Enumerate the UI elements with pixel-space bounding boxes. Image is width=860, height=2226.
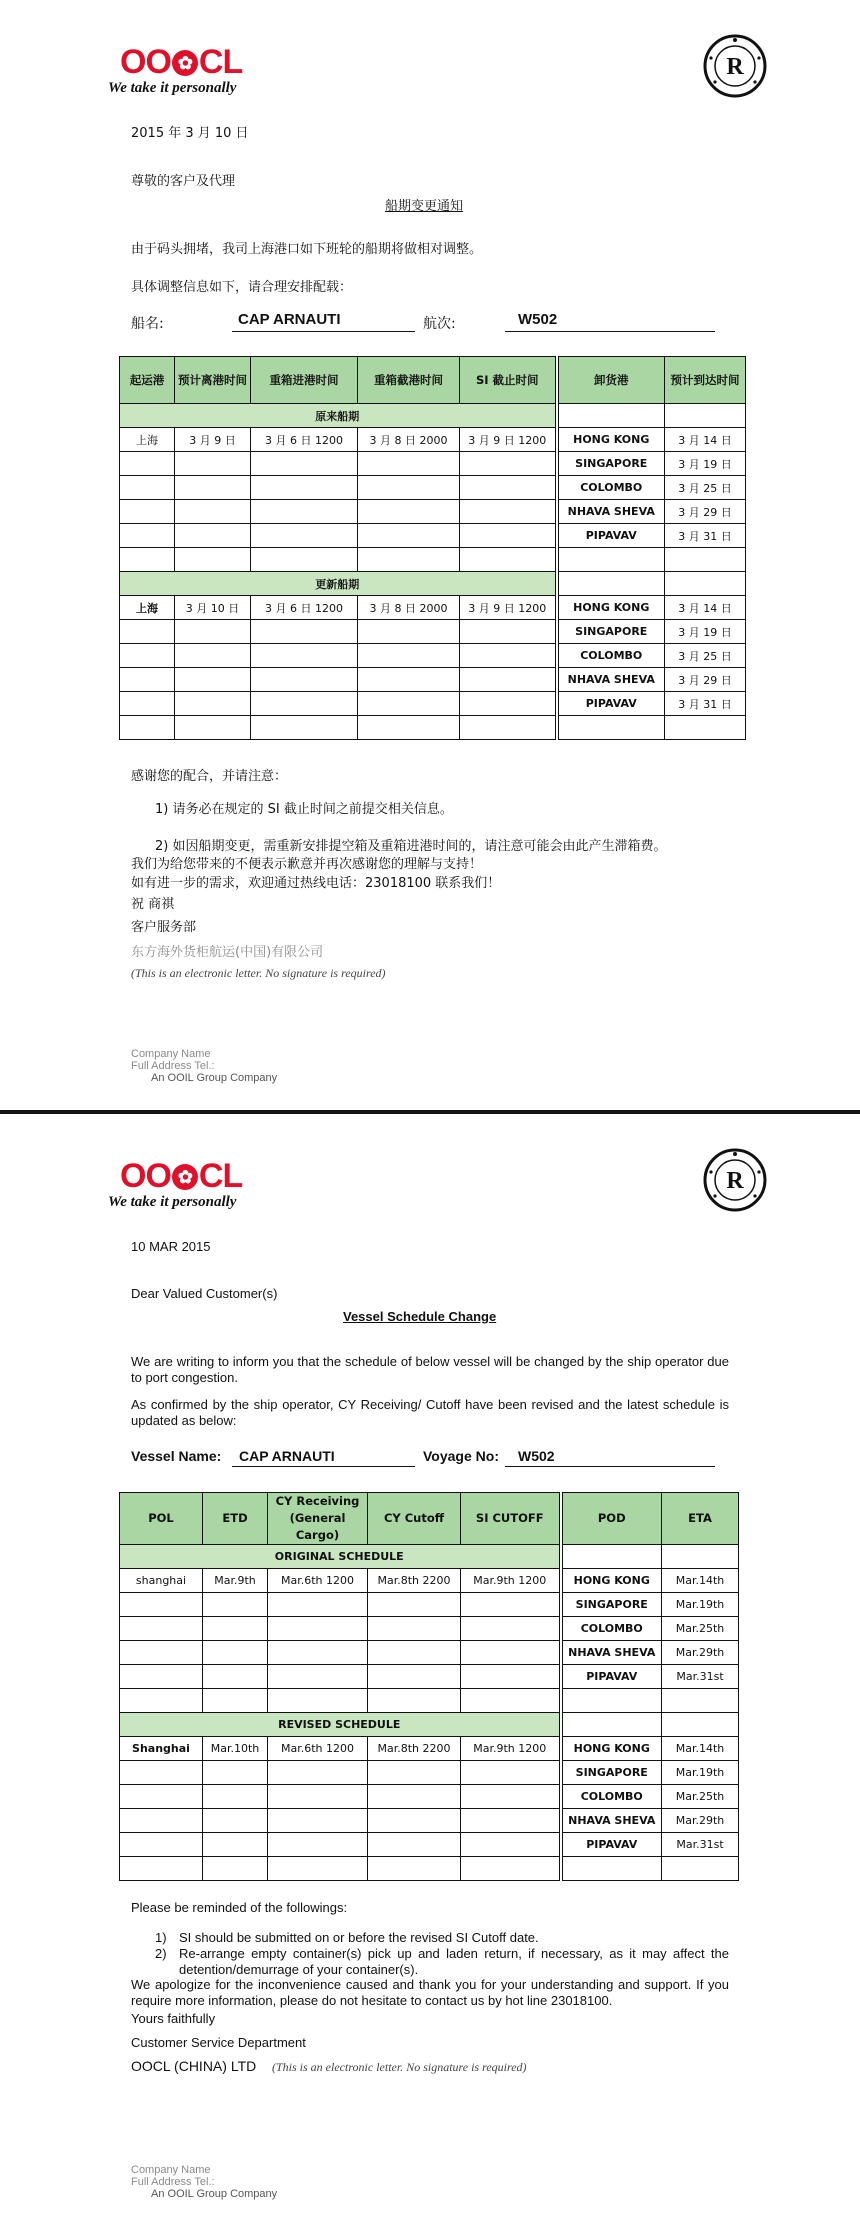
vessel-name: CAP ARNAUTI — [238, 311, 341, 328]
flower-icon: ✿ — [172, 1164, 198, 1190]
table-cell — [460, 668, 557, 692]
table-cell — [251, 644, 358, 668]
footer — [131, 1048, 277, 1084]
table-cell: Mar.9th 1200 — [461, 1737, 561, 1761]
column-header: 卸货港 — [557, 357, 665, 404]
pod-cell: HONG KONG — [557, 428, 665, 452]
table-cell — [358, 644, 460, 668]
eta-cell: Mar.14th — [662, 1569, 739, 1593]
pod-cell: COLOMBO — [557, 476, 665, 500]
table-row — [120, 1569, 739, 1593]
voyage-label: 航次: — [423, 316, 456, 332]
table-cell — [368, 1665, 461, 1689]
table-cell — [203, 1593, 268, 1617]
table-cell — [461, 1665, 561, 1689]
table-cell — [358, 716, 460, 740]
table-cell: 3 月 6 日 1200 — [251, 596, 358, 620]
eta-cell: 3 月 25 日 — [665, 644, 746, 668]
section-row — [120, 572, 746, 596]
eta-cell: Mar.25th — [662, 1617, 739, 1641]
table-cell — [251, 620, 358, 644]
table-cell — [120, 548, 175, 572]
table-cell — [461, 1689, 561, 1713]
table-cell — [203, 1689, 268, 1713]
table-cell — [120, 476, 175, 500]
eta-cell: 3 月 19 日 — [665, 620, 746, 644]
section-label: 更新船期 — [120, 572, 557, 596]
footer-group: An OOIL Group Company — [151, 2188, 278, 2200]
company-name: 东方海外货柜航运(中国)有限公司 — [131, 945, 324, 960]
note-1: 1) 请务必在规定的 SI 截止时间之前提交相关信息。 — [155, 802, 453, 817]
column-header: POL — [120, 1493, 203, 1545]
eta-cell: 3 月 31 日 — [665, 524, 746, 548]
table-cell — [368, 1809, 461, 1833]
eta-cell: Mar.31st — [662, 1833, 739, 1857]
salutation: Dear Valued Customer(s) — [131, 1286, 278, 1301]
eta-cell: Mar.31st — [662, 1665, 739, 1689]
table-cell — [460, 524, 557, 548]
table-row — [120, 1665, 739, 1689]
pod-cell: SINGAPORE — [557, 452, 665, 476]
voyage-number: W502 — [518, 311, 558, 328]
table-cell: Mar.8th 2200 — [368, 1569, 461, 1593]
table-cell — [358, 692, 460, 716]
table-cell — [251, 668, 358, 692]
table-cell — [460, 620, 557, 644]
flower-icon: ✿ — [172, 50, 198, 76]
footer-company: Company Name — [131, 1048, 211, 1060]
table-cell — [120, 452, 175, 476]
table-header-row — [120, 357, 746, 404]
eta-cell: Mar.19th — [662, 1593, 739, 1617]
pod-cell — [561, 1689, 662, 1713]
pod-cell: SINGAPORE — [561, 1761, 662, 1785]
voyage-number: W502 — [518, 1448, 555, 1464]
table-row — [120, 1593, 739, 1617]
eta-cell — [665, 716, 746, 740]
department: Customer Service Department — [131, 2035, 306, 2050]
table-cell — [662, 1545, 739, 1569]
column-header: ETD — [203, 1493, 268, 1545]
table-header-row — [120, 1493, 739, 1545]
table-cell — [368, 1833, 461, 1857]
vessel-underline — [232, 331, 415, 332]
table-cell — [268, 1641, 368, 1665]
table-cell — [251, 524, 358, 548]
pod-cell: SINGAPORE — [557, 620, 665, 644]
table-cell — [175, 668, 251, 692]
regards-text: 祝 商祺 — [131, 897, 175, 912]
svg-text:R: R — [726, 1168, 744, 1194]
table-cell — [460, 476, 557, 500]
table-cell: Shanghai — [120, 1737, 203, 1761]
table-cell — [120, 1593, 203, 1617]
eta-cell: Mar.14th — [662, 1737, 739, 1761]
table-cell — [120, 500, 175, 524]
column-header: SI CUTOFF — [461, 1493, 561, 1545]
table-cell — [175, 524, 251, 548]
pod-cell — [561, 1857, 662, 1881]
table-cell: 3 月 9 日 1200 — [460, 428, 557, 452]
table-cell — [268, 1665, 368, 1689]
column-header: 重箱进港时间 — [251, 357, 358, 404]
table-row — [120, 524, 746, 548]
pod-cell: SINGAPORE — [561, 1593, 662, 1617]
table-cell — [175, 500, 251, 524]
table-cell — [120, 1665, 203, 1689]
table-row — [120, 1809, 739, 1833]
table-cell — [120, 644, 175, 668]
table-cell — [203, 1785, 268, 1809]
table-cell — [460, 548, 557, 572]
table-cell — [461, 1857, 561, 1881]
table-cell — [368, 1617, 461, 1641]
table-cell — [175, 476, 251, 500]
section-row — [120, 404, 746, 428]
letter-title: Vessel Schedule Change — [343, 1309, 497, 1324]
note-1: SI should be submitted on or before the revised SI Cutoff date. — [179, 1930, 539, 1945]
table-cell — [268, 1857, 368, 1881]
table-row — [120, 644, 746, 668]
table-cell — [368, 1689, 461, 1713]
pod-cell: NHAVA SHEVA — [561, 1641, 662, 1665]
table-cell: Mar.6th 1200 — [268, 1569, 368, 1593]
table-cell — [251, 476, 358, 500]
table-cell — [120, 692, 175, 716]
table-cell — [460, 500, 557, 524]
table-row — [120, 1737, 739, 1761]
column-header: 预计到达时间 — [665, 357, 746, 404]
table-cell — [251, 500, 358, 524]
table-cell — [461, 1785, 561, 1809]
pod-cell — [557, 716, 665, 740]
apology-text: We apologize for the inconvenience caused and thank you for your understanding and support. If you require more information, please do not hesitate to contact us by hot line 23018100. — [131, 1977, 729, 2008]
section-row — [120, 1545, 739, 1569]
pod-cell: PIPAVAV — [561, 1833, 662, 1857]
column-header: 起运港 — [120, 357, 175, 404]
department: 客户服务部 — [131, 920, 197, 935]
table-cell: Mar.9th 1200 — [461, 1569, 561, 1593]
table-row — [120, 1857, 739, 1881]
table-cell: 3 月 8 日 2000 — [358, 596, 460, 620]
schedule-table — [119, 1492, 739, 1881]
pod-cell: COLOMBO — [557, 644, 665, 668]
table-row — [120, 1641, 739, 1665]
table-cell: shanghai — [120, 1569, 203, 1593]
salutation: 尊敬的客户及代理 — [131, 174, 236, 189]
table-cell — [120, 716, 175, 740]
pod-cell: HONG KONG — [561, 1569, 662, 1593]
table-cell — [368, 1761, 461, 1785]
oocl-logo: OO ✿ CL We take it personally — [108, 1157, 243, 1210]
company-name: OOCL (CHINA) LTD — [131, 2058, 257, 2074]
eta-cell — [662, 1689, 739, 1713]
table-cell — [120, 524, 175, 548]
table-cell — [460, 644, 557, 668]
schedule-table — [119, 356, 746, 740]
table-cell — [175, 692, 251, 716]
table-row — [120, 716, 746, 740]
table-cell: 3 月 10 日 — [175, 596, 251, 620]
column-header: SI 截止时间 — [460, 357, 557, 404]
column-header: 重箱截港时间 — [358, 357, 460, 404]
section-label: ORIGINAL SCHEDULE — [120, 1545, 561, 1569]
letter-title: 船期变更通知 — [385, 199, 464, 214]
table-row — [120, 548, 746, 572]
eta-cell: 3 月 14 日 — [665, 428, 746, 452]
table-cell — [120, 1641, 203, 1665]
svg-text:R: R — [726, 54, 744, 80]
pod-cell: PIPAVAV — [557, 692, 665, 716]
table-row — [120, 1833, 739, 1857]
page-separator — [0, 1110, 860, 1114]
table-cell — [665, 572, 746, 596]
table-cell — [368, 1641, 461, 1665]
table-cell — [461, 1593, 561, 1617]
table-row — [120, 620, 746, 644]
eta-cell: 3 月 14 日 — [665, 596, 746, 620]
footer-group: An OOIL Group Company — [151, 1072, 278, 1084]
table-cell — [120, 1689, 203, 1713]
vessel-label: 船名: — [131, 316, 164, 332]
eta-cell — [662, 1857, 739, 1881]
pod-cell: NHAVA SHEVA — [557, 500, 665, 524]
pod-cell: NHAVA SHEVA — [561, 1809, 662, 1833]
table-row — [120, 452, 746, 476]
table-cell — [268, 1593, 368, 1617]
table-cell — [460, 716, 557, 740]
eta-cell: Mar.29th — [662, 1641, 739, 1665]
table-cell — [557, 404, 665, 428]
logo-tagline: We take it personally — [108, 1194, 237, 1210]
table-cell — [368, 1857, 461, 1881]
table-cell: 3 月 9 日 1200 — [460, 596, 557, 620]
table-row — [120, 668, 746, 692]
pod-cell: HONG KONG — [561, 1737, 662, 1761]
quality-seal-icon — [703, 1148, 767, 1212]
table-cell — [268, 1617, 368, 1641]
table-cell — [268, 1761, 368, 1785]
table-cell — [460, 692, 557, 716]
table-cell — [358, 500, 460, 524]
no-signature-note: (This is an electronic letter. No signature is required) — [272, 2060, 527, 2074]
table-cell — [175, 716, 251, 740]
table-cell: Mar.9th — [203, 1569, 268, 1593]
eta-cell — [665, 548, 746, 572]
table-row — [120, 596, 746, 620]
footer-address: Full Address Tel.: — [131, 2176, 215, 2188]
table-cell — [460, 452, 557, 476]
intro-text: We are writing to inform you that the schedule of below vessel will be changed by the ship operator due to port congestion. — [131, 1354, 729, 1385]
table-cell — [203, 1833, 268, 1857]
section-row — [120, 1713, 739, 1737]
footer-address: Full Address Tel.: — [131, 1060, 215, 1072]
letter-date: 2015 年 3 月 10 日 — [131, 126, 249, 141]
table-row — [120, 500, 746, 524]
table-cell — [461, 1809, 561, 1833]
table-cell — [203, 1641, 268, 1665]
apology-text: 我们为给您带来的不便表示歉意并再次感谢您的理解与支持！ — [131, 857, 483, 872]
table-row — [120, 476, 746, 500]
table-row — [120, 428, 746, 452]
table-cell — [175, 644, 251, 668]
letter-date: 10 MAR 2015 — [131, 1239, 211, 1254]
table-cell — [120, 1833, 203, 1857]
table-cell — [358, 452, 460, 476]
table-cell: Mar.10th — [203, 1737, 268, 1761]
table-row — [120, 1617, 739, 1641]
table-cell — [268, 1833, 368, 1857]
table-cell: 3 月 9 日 — [175, 428, 251, 452]
table-cell — [251, 452, 358, 476]
regards-text: Yours faithfully — [131, 2011, 216, 2026]
table-cell: 3 月 8 日 2000 — [358, 428, 460, 452]
vessel-underline — [232, 1466, 415, 1467]
table-cell — [268, 1689, 368, 1713]
table-cell — [120, 1809, 203, 1833]
table-cell — [368, 1593, 461, 1617]
table-cell — [203, 1857, 268, 1881]
table-cell — [561, 1713, 662, 1737]
table-cell — [120, 668, 175, 692]
table-cell — [251, 716, 358, 740]
intro-text-2: 具体调整信息如下，请合理安排配载： — [131, 280, 353, 295]
table-cell: Mar.6th 1200 — [268, 1737, 368, 1761]
eta-cell: 3 月 29 日 — [665, 500, 746, 524]
table-cell — [561, 1545, 662, 1569]
footer-company: Company Name — [131, 2164, 211, 2176]
table-cell — [358, 668, 460, 692]
table-cell — [203, 1665, 268, 1689]
table-row — [120, 1689, 739, 1713]
table-cell — [358, 524, 460, 548]
column-header: ETA — [662, 1493, 739, 1545]
contact-text: 如有进一步的需求，欢迎通过热线电话：23018100 联系我们！ — [131, 876, 501, 891]
oocl-logo: OO ✿ CL We take it personally — [108, 43, 243, 96]
vessel-name: CAP ARNAUTI — [239, 1448, 335, 1464]
reminder-text: Please be reminded of the followings: — [131, 1900, 348, 1915]
table-cell — [175, 548, 251, 572]
table-cell — [203, 1761, 268, 1785]
pod-cell: COLOMBO — [561, 1617, 662, 1641]
table-cell: 上海 — [120, 428, 175, 452]
eta-cell: Mar.19th — [662, 1761, 739, 1785]
pod-cell — [557, 548, 665, 572]
eta-cell: 3 月 25 日 — [665, 476, 746, 500]
intro-text-2: As confirmed by the ship operator, CY Receiving/ Cutoff have been revised and the latest schedule is updated as below: — [131, 1397, 729, 1428]
table-cell — [268, 1785, 368, 1809]
pod-cell: NHAVA SHEVA — [557, 668, 665, 692]
logo-tagline: We take it personally — [108, 80, 237, 96]
table-cell — [251, 692, 358, 716]
footer — [131, 2164, 277, 2200]
column-header: 预计离港时间 — [175, 357, 251, 404]
eta-cell: Mar.29th — [662, 1809, 739, 1833]
table-cell — [175, 620, 251, 644]
pod-cell: PIPAVAV — [561, 1665, 662, 1689]
letter-page-english — [0, 1118, 860, 2226]
table-cell — [461, 1617, 561, 1641]
note-2: 2) 如因船期变更，需重新安排提空箱及重箱进港时间的，请注意可能会由此产生滞箱费。 — [155, 839, 667, 854]
table-cell: Mar.8th 2200 — [368, 1737, 461, 1761]
note-2: Re-arrange empty container(s) pick up and laden return, if necessary, as it may affect the detention/demurrage of your container(s). — [179, 1946, 729, 1977]
table-cell — [358, 548, 460, 572]
eta-cell: 3 月 19 日 — [665, 452, 746, 476]
table-cell — [662, 1713, 739, 1737]
pod-cell: HONG KONG — [557, 596, 665, 620]
table-cell — [268, 1809, 368, 1833]
column-header: CY Cutoff — [368, 1493, 461, 1545]
vessel-label: Vessel Name: — [131, 1448, 222, 1464]
table-cell — [461, 1641, 561, 1665]
section-label: REVISED SCHEDULE — [120, 1713, 561, 1737]
table-cell — [557, 572, 665, 596]
column-header: POD — [561, 1493, 662, 1545]
voyage-label: Voyage No: — [423, 1448, 499, 1464]
table-cell — [120, 1785, 203, 1809]
pod-cell: PIPAVAV — [557, 524, 665, 548]
table-cell — [175, 452, 251, 476]
table-row — [120, 692, 746, 716]
eta-cell: 3 月 29 日 — [665, 668, 746, 692]
note-1-number: 1) — [155, 1930, 167, 1945]
table-cell — [120, 1761, 203, 1785]
voyage-underline — [505, 331, 715, 332]
table-cell — [203, 1617, 268, 1641]
pod-cell: COLOMBO — [561, 1785, 662, 1809]
table-cell — [120, 1857, 203, 1881]
table-cell — [665, 404, 746, 428]
table-cell — [461, 1761, 561, 1785]
quality-seal-icon — [703, 34, 767, 98]
no-signature-note: (This is an electronic letter. No signature is required) — [131, 966, 386, 980]
table-cell — [203, 1809, 268, 1833]
section-label: 原来船期 — [120, 404, 557, 428]
voyage-underline — [505, 1466, 715, 1467]
table-cell — [120, 1617, 203, 1641]
column-header: CY Receiving (General Cargo) — [268, 1493, 368, 1545]
table-row — [120, 1785, 739, 1809]
table-cell — [358, 476, 460, 500]
table-cell: 上海 — [120, 596, 175, 620]
eta-cell: 3 月 31 日 — [665, 692, 746, 716]
table-cell — [461, 1833, 561, 1857]
thanks-text: 感谢您的配合，并请注意： — [131, 769, 288, 784]
intro-text: 由于码头拥堵，我司上海港口如下班轮的船期将做相对调整。 — [131, 242, 483, 257]
table-cell — [358, 620, 460, 644]
eta-cell: Mar.25th — [662, 1785, 739, 1809]
note-2-number: 2) — [155, 1946, 167, 1961]
table-cell: 3 月 6 日 1200 — [251, 428, 358, 452]
letter-page-chinese — [0, 0, 860, 1110]
table-cell — [251, 548, 358, 572]
table-row — [120, 1761, 739, 1785]
table-cell — [120, 620, 175, 644]
table-cell — [368, 1785, 461, 1809]
